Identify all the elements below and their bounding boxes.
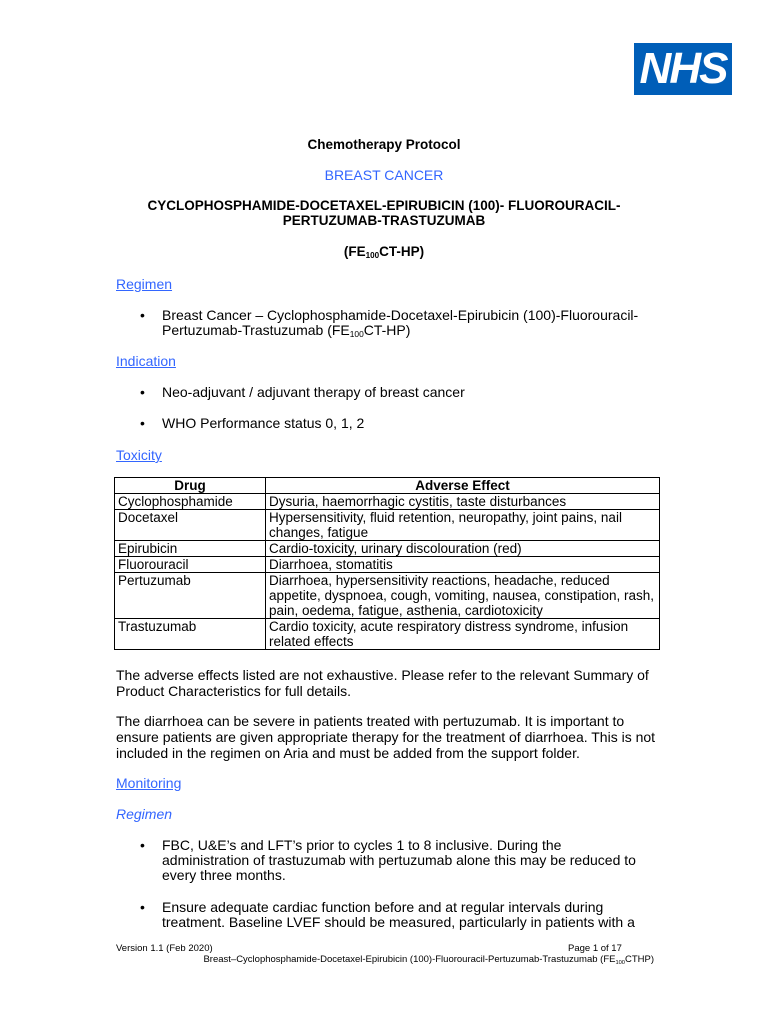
regimen-line1: Breast Cancer – Cyclophosphamide-Docetaxel-Epirubicin (100)-Fluorouracil- bbox=[162, 307, 639, 323]
document-title: Chemotherapy Protocol bbox=[307, 137, 461, 152]
effect-cell: Dysuria, haemorrhagic cystitis, taste disturbances bbox=[266, 494, 660, 510]
regimen-line2 bbox=[162, 323, 662, 342]
drug-cell: Trastuzumab bbox=[115, 619, 266, 650]
table-header-row bbox=[115, 478, 660, 494]
effect-cell: Hypersensitivity, fluid retention, neuropathy, joint pains, nail changes, fatigue bbox=[266, 510, 660, 541]
nhs-logo-text: NHS bbox=[639, 44, 727, 93]
nhs-logo bbox=[634, 43, 732, 95]
regimen-line2-pre: Pertuzumab-Trastuzumab (FE bbox=[162, 322, 350, 338]
footer-doc-post: CTHP) bbox=[624, 954, 654, 965]
regimen-abbreviation bbox=[0, 244, 768, 260]
footer-page-number: Page 1 of 17 bbox=[568, 943, 622, 954]
footer-doc-sub: 100 bbox=[615, 960, 625, 966]
table-row bbox=[115, 494, 660, 510]
paragraph-adverse-effects: The adverse effects listed are not exhaustive. Please refer to the relevant Summary of Product Characteristics for full details. bbox=[116, 667, 649, 699]
effect-cell: Diarrhoea, hypersensitivity reactions, headache, reduced appetite, dyspnoea, cough, vomiting, nausea, constipation, rash, pain, oedema, fatigue, asthenia, cardiotoxicity bbox=[266, 573, 660, 619]
abbr-pre: (FE bbox=[343, 244, 366, 259]
monitoring-item: FBC, U&E’s and LFT’s prior to cycles 1 to 8 inclusive. During the administration of trastuzumab with pertuzumab alone this may be reduced to every three months. bbox=[162, 837, 636, 883]
drug-cell: Fluorouracil bbox=[115, 557, 266, 573]
drug-cell: Docetaxel bbox=[115, 510, 266, 541]
drug-cell: Cyclophosphamide bbox=[115, 494, 266, 510]
abbr-post: CT-HP) bbox=[379, 244, 425, 259]
abbr-sub: 100 bbox=[365, 251, 380, 260]
heading-toxicity[interactable]: Toxicity bbox=[116, 447, 162, 463]
column-header-effect: Adverse Effect bbox=[266, 478, 660, 494]
drug-title-line1: CYCLOPHOSPHAMIDE-DOCETAXEL-EPIRUBICIN (100)- FLUOROURACIL- bbox=[147, 198, 621, 213]
bullet-dot: • bbox=[140, 899, 145, 915]
regimen-line2-sub: 100 bbox=[349, 329, 364, 339]
heading-indication[interactable]: Indication bbox=[116, 353, 176, 369]
bullet-dot: • bbox=[140, 837, 145, 853]
subheading-regimen: Regimen bbox=[116, 806, 173, 822]
effect-cell: Cardio toxicity, acute respiratory distress syndrome, infusion related effects bbox=[266, 619, 660, 650]
effect-cell: Cardio-toxicity, urinary discolouration (red) bbox=[266, 541, 660, 557]
regimen-bullet-text bbox=[162, 308, 662, 342]
heading-monitoring[interactable]: Monitoring bbox=[116, 775, 182, 791]
document-subtitle: BREAST CANCER bbox=[324, 167, 444, 183]
column-header-drug: Drug bbox=[115, 478, 266, 494]
heading-regimen[interactable]: Regimen bbox=[116, 276, 173, 292]
table-row bbox=[115, 510, 660, 541]
effect-cell: Diarrhoea, stomatitis bbox=[266, 557, 660, 573]
monitoring-item: Ensure adequate cardiac function before and at regular intervals during treatment. Baseline LVEF should be measured, particularly in patients with a bbox=[162, 899, 635, 930]
drug-cell: Pertuzumab bbox=[115, 573, 266, 619]
regimen-line2-post: CT-HP) bbox=[363, 322, 411, 338]
bullet-dot: • bbox=[140, 384, 145, 400]
indication-item: Neo-adjuvant / adjuvant therapy of breast cancer bbox=[162, 384, 465, 400]
table-row bbox=[115, 573, 660, 619]
footer-document-name bbox=[203, 954, 654, 966]
table-row bbox=[115, 541, 660, 557]
paragraph-diarrhoea: The diarrhoea can be severe in patients treated with pertuzumab. It is important to ensure patients are given appropriate therapy for the treatment of diarrhoea. This is not included in the regimen on Aria and must be added from the support folder. bbox=[116, 713, 656, 761]
drug-cell: Epirubicin bbox=[115, 541, 266, 557]
bullet-dot: • bbox=[140, 307, 145, 323]
footer-doc-pre: Breast–Cyclophosphamide-Docetaxel-Epirubicin (100)-Fluorouracil-Pertuzumab-Trastuzumab (FE bbox=[203, 954, 616, 965]
footer-version: Version 1.1 (Feb 2020) bbox=[116, 943, 213, 954]
table-row bbox=[115, 619, 660, 650]
table-row bbox=[115, 557, 660, 573]
drug-title-line2: PERTUZUMAB-TRASTUZUMAB bbox=[282, 213, 486, 228]
bullet-dot: • bbox=[140, 415, 145, 431]
toxicity-table bbox=[114, 477, 660, 650]
indication-item: WHO Performance status 0, 1, 2 bbox=[162, 415, 365, 431]
